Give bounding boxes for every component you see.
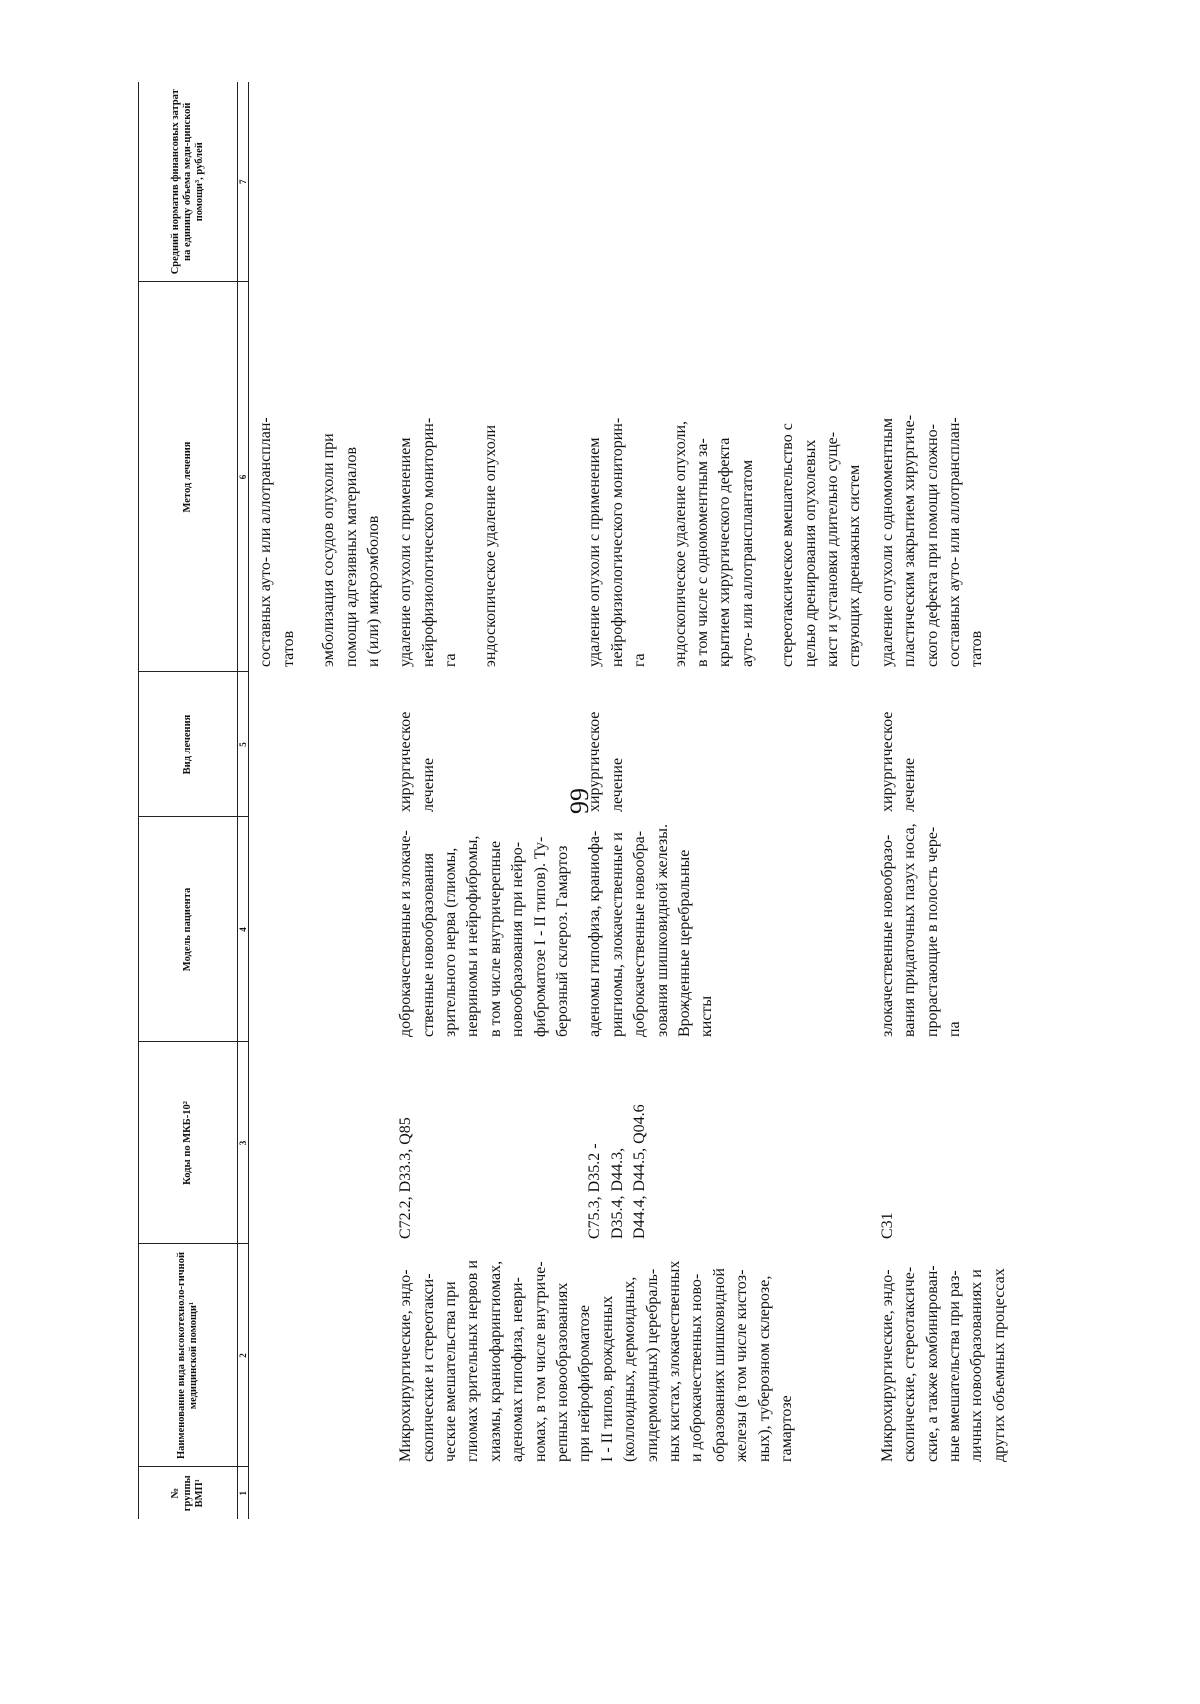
treatment-type: хирургическое лечение <box>586 711 626 812</box>
icd-codes: C31 <box>878 1212 896 1239</box>
method-item: удаление опухоли с одномоментным пластическим закрытием хирургиче- ского дефекта при помощи сложно- составных ауто- или аллотрансплан- татов <box>878 414 986 667</box>
header-patient-model: Модель пациента <box>139 817 238 1042</box>
patient-model-cell <box>578 817 870 1042</box>
patient-model: злокачественные новообразо- вания придаточных пазух носа, прорастающие в полость чере- па <box>878 823 963 1037</box>
vmp-table <box>138 82 1015 1519</box>
vmp-name-cell <box>871 1244 1015 1467</box>
method-cell <box>578 282 870 672</box>
icd-codes-cell <box>871 1042 1015 1244</box>
header-treatment-type: Вид лечения <box>139 672 238 817</box>
method-cell <box>389 282 578 672</box>
header-vmp-name: Наименование вида высокотехноло-гичной медицинской помощи¹ <box>139 1244 238 1467</box>
table-row <box>389 82 578 1519</box>
icd-codes: C72.2, D33.3, Q85 <box>397 1117 415 1239</box>
vmp-name-cell <box>389 1244 870 1467</box>
column-number: 6 <box>238 282 249 672</box>
header-average-cost: Средний норматив финансовых затрат на единицу объема меди-цинской помощи³, рублей <box>139 82 238 282</box>
column-number: 4 <box>238 817 249 1042</box>
method-item: удаление опухоли с применением нейрофизиологического мониторин- га <box>586 417 649 667</box>
treatment-type-cell <box>389 672 578 817</box>
header-treatment-method: Метод лечения <box>139 282 238 672</box>
method-item: эндоскопическое удаление опухоли, в том числе с одномоментным за- крытием хирургического дефекта ауто- или аллотрансплантатом <box>671 420 756 667</box>
method-item: эндоскопическое удаление опухоли <box>482 424 500 667</box>
header-group-number: № группы ВМП¹ <box>139 1467 238 1519</box>
treatment-type-cell <box>871 672 1015 817</box>
column-number-row <box>238 82 249 1519</box>
vmp-name: Микрохирургические, эндо- скопические, стереотаксиче- ские, а также комбинирован- ные вмешательства при раз- личных новообразованиях и других объемных процессах <box>878 1265 1008 1462</box>
table-row <box>249 82 389 1519</box>
icd-codes-cell <box>389 1042 578 1244</box>
header-row <box>139 82 238 1519</box>
method-item: стереотаксическое вмешательство с целью дренирования опухолевых кист и установки длительно суще- ствующих дренажных систем <box>779 423 864 667</box>
treatment-type: хирургическое лечение <box>397 711 437 812</box>
column-number: 7 <box>238 82 249 282</box>
treatment-type: хирургическое лечение <box>878 711 919 812</box>
page-number: 99 <box>565 788 594 814</box>
patient-model: аденомы гипофиза, краниофа- рингиомы, злокачественные и доброкачественные новообра- зования шишковидной железы. Врожденные церебральные кисты <box>586 824 716 1037</box>
method-item: составных ауто- или аллотрансплан- татов <box>257 417 297 667</box>
column-number: 5 <box>238 672 249 817</box>
method-cell <box>871 282 1015 672</box>
column-number: 1 <box>238 1467 249 1519</box>
column-number: 2 <box>238 1244 249 1467</box>
patient-model-cell <box>389 817 578 1042</box>
method-item: эмболизация сосудов опухоли при помощи адгезивных материалов и (или) микроэмболов <box>320 433 382 667</box>
icd-codes: C75.3, D35.2 - D35.4, D44.3, D44.4, D44.5, Q04.6 <box>586 1104 649 1239</box>
method-item: удаление опухоли с применением нейрофизиологического мониторин- га <box>397 417 460 667</box>
vmp-name: Микрохирургические, эндо- скопические и стереотакси- ческие вмешательства при глиомах зрительных нервов и хиазмы, краниофарингиомах, аденомах гипофиза, неври- номах, в том числе внутриче- репных новообразованиях при нейрофиброматозе I - II типов, врожденных (коллоидных, дермоидных, эпидермоидных) церебраль- ных кистах, злокачественных и доброкачественных ново- образованиях шишковидной железы (в том числе кистоз- ных), туберозном склерозе, гамартозе <box>397 1260 795 1462</box>
table-row <box>871 82 1015 1519</box>
header-icd-codes: Коды по МКБ-10² <box>139 1042 238 1244</box>
treatment-type-cell <box>578 672 870 817</box>
column-number: 3 <box>238 1042 249 1244</box>
patient-model-cell <box>871 817 1015 1042</box>
patient-model: доброкачественные и злокаче- ственные новообразования зрительного нерва (глиомы, невриномы и нейрофибромы, в том числе внутричерепные новообразования при нейро- фиброматозе I - II типов). Ту- берозный склероз. Гамартоз <box>397 830 572 1037</box>
method-cell <box>249 282 389 672</box>
icd-codes-cell <box>578 1042 870 1244</box>
